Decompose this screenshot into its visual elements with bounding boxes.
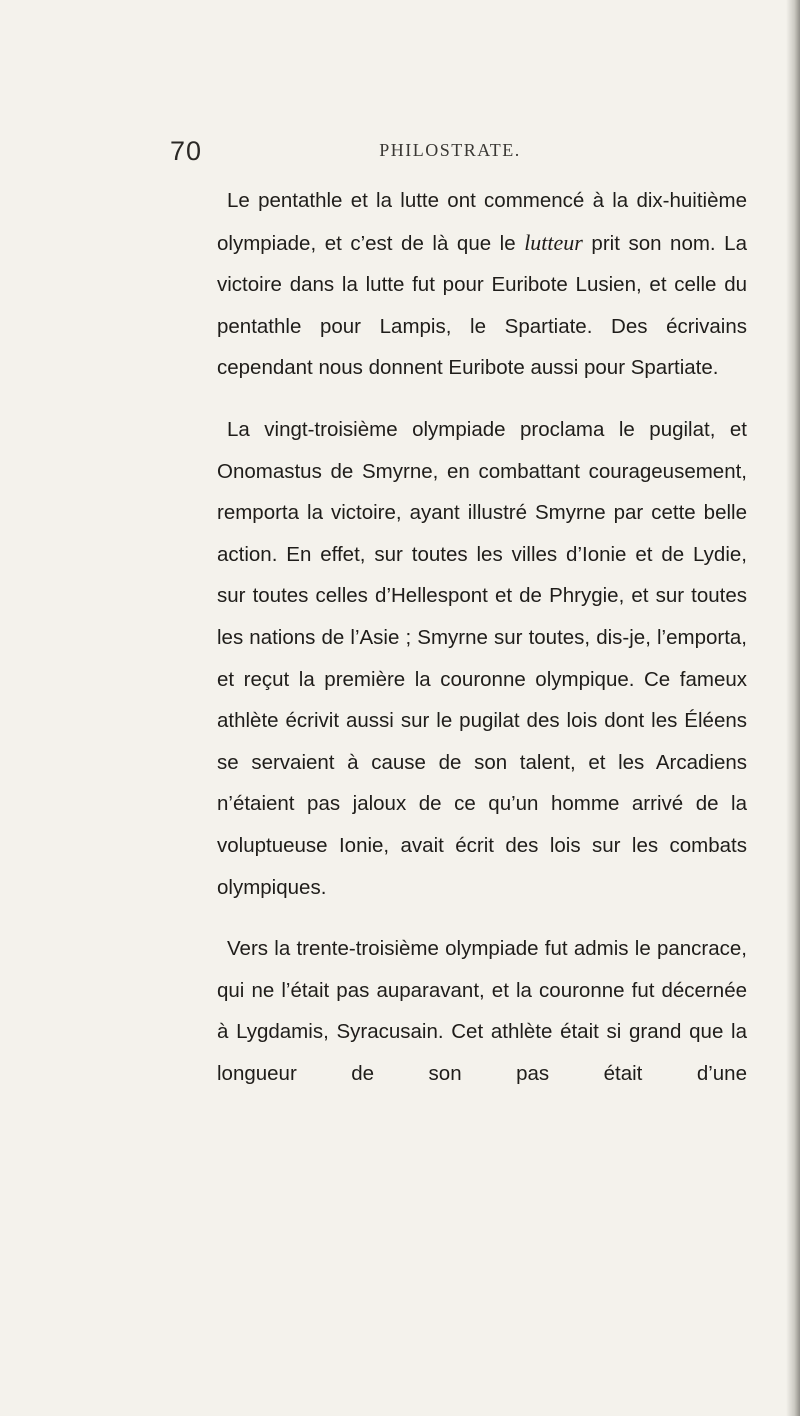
page-edge-shadow [786,0,800,1416]
paragraph-pentathle-before: Le pentathle et la lutte ont commencé à la dix-huitième olympiade, et c’est de là que le [217,189,747,255]
paragraph-pancrace: Vers la trente-troisième olympiade fut admis le pancrace, qui ne l’était pas auparavant, et la couronne fut décernée à Lygdamis, Syracusain. Cet athlète était si grand que la longueur de son pas était d’une [217,937,747,1085]
page-number: 70 [170,136,203,166]
paragraph-pentathle [217,180,747,389]
page-header [170,136,770,170]
paragraph-pentathle-after: prit son nom. La victoire dans la lutte fut pour Euribote Lusien, et celle du pentathle pour Lampis, le Spartiate. Des écrivains cependant nous donnent Euribote aussi pour Spartiate. [217,231,747,380]
body-text [217,180,747,1114]
running-title: PHILOSTRATE. [379,140,521,160]
paragraph-pugilat: La vingt-troisième olympiade proclama le pugilat, et Onomastus de Smyrne, en combattant courageusement, remporta la victoire, ayant illustré Smyrne par cette belle action. En effet, sur toutes les villes d’Ionie et de Lydie, sur toutes celles d’Hellespont et de Phrygie, et sur toutes les nations de l’Asie ; Smyrne sur toutes, dis-je, l’emporta, et reçut la première la couronne olympique. Ce fameux athlète écrivit aussi sur le pugilat des lois dont les Éléens se servaient à cause de son talent, et les Arcadiens n’étaient pas jaloux de ce qu’un homme arrivé de la voluptueuse Ionie, avait écrit des lois sur les combats olympiques. [217,417,747,899]
italic-word-lutteur: lutteur [524,229,583,255]
